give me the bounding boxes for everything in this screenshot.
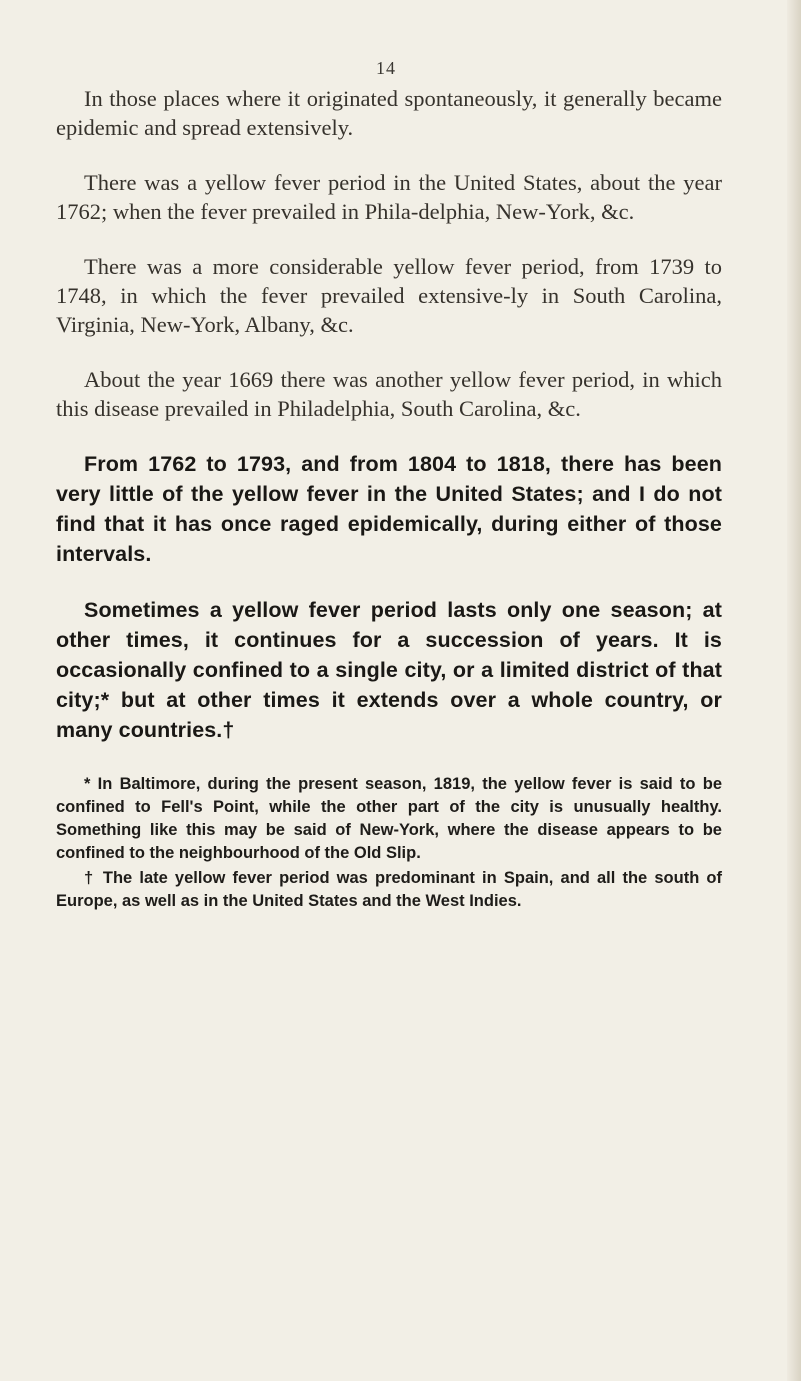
footnotes xyxy=(56,773,722,913)
paragraph-1739-period: There was a more considerable yellow fever period, from 1739 to 1748, in which the fever prevailed extensive-ly in South Carolina, Virginia, New-York, Albany, &c. xyxy=(56,254,722,337)
paragraph-1762-period: There was a yellow fever period in the United States, about the year 1762; when the fever prevailed in Phila-delphia, New-York, &c. xyxy=(56,170,722,224)
body-text xyxy=(56,84,722,915)
paragraph-intervals: From 1762 to 1793, and from 1804 to 1818, there has been very little of the yellow fever in the United States; and I do not find that it has once raged epidemically, during either of those intervals. xyxy=(56,452,722,566)
paragraph-duration: Sometimes a yellow fever period lasts only one season; at other times, it continues for a succession of years. It is occasionally confined to a single city, or a limited district of that city;* but at other times it extends over a whole country, or many countries.† xyxy=(56,598,722,742)
paragraph-1669-period: About the year 1669 there was another yellow fever period, in which this disease prevailed in Philadelphia, South Carolina, &c. xyxy=(56,367,722,421)
page-edge-shadow xyxy=(787,0,801,1381)
paragraph-origin: In those places where it originated spontaneously, it generally became epidemic and spread extensively. xyxy=(56,86,722,140)
footnote-baltimore: * In Baltimore, during the present season, 1819, the yellow fever is said to be confined to Fell's Point, while the other part of the city is unusually healthy. Something like this may be said of New-York, where the disease appears to be confined to the neighbourhood of the Old Slip. xyxy=(56,775,722,862)
page-number: 14 xyxy=(376,58,396,78)
footnote-spain: † The late yellow fever period was predominant in Spain, and all the south of Europe, as well as in the United States and the West Indies. xyxy=(56,869,722,910)
